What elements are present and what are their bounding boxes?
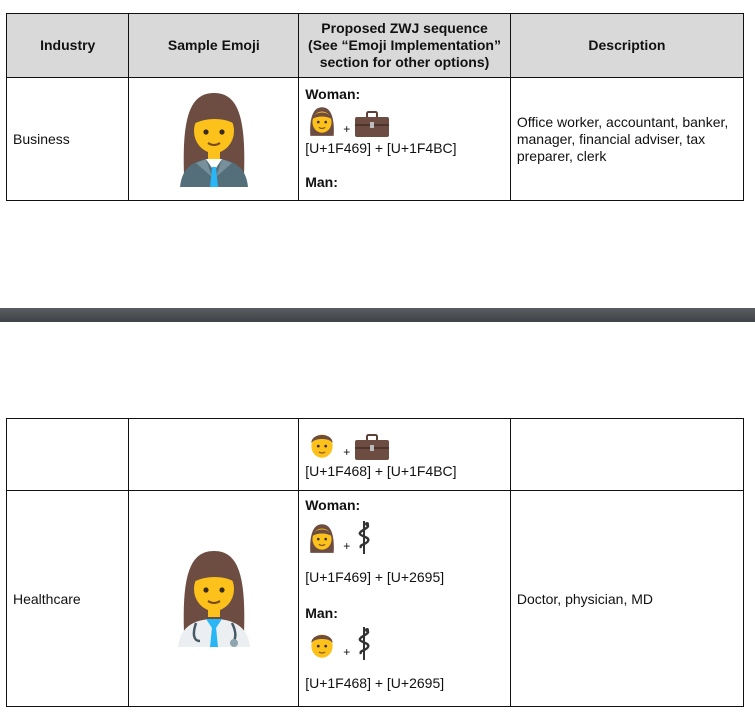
plus-sign: + (343, 122, 351, 136)
header-description: Description (510, 14, 743, 78)
description-business: Office worker, accountant, banker, manager, financial adviser, tax preparer, clerk (510, 78, 743, 201)
industry-table-1 (6, 13, 744, 201)
description-empty (510, 419, 743, 491)
zwj-business-cell (299, 78, 511, 201)
plus-sign: + (343, 539, 351, 553)
sample-emoji-cell (129, 491, 299, 707)
woman-label: Woman: (305, 497, 361, 513)
woman-business-emoji-icon (176, 87, 252, 189)
header-sample-emoji: Sample Emoji (129, 14, 299, 78)
woman-label: Woman: (305, 86, 361, 102)
woman-emoji-icon (305, 521, 339, 555)
man-label: Man: (305, 174, 338, 190)
header-zwj-line1: Proposed ZWJ sequence (321, 20, 488, 36)
staff-of-aesculapius-icon (354, 625, 374, 661)
man-emoji-icon (305, 427, 339, 461)
header-zwj-line2: (See “Emoji Implementation” (308, 37, 501, 53)
table-row (7, 491, 744, 707)
briefcase-icon (354, 110, 390, 138)
woman-code: [U+1F469] + [U+1F4BC] (305, 140, 457, 156)
briefcase-icon (354, 433, 390, 461)
industry-table-2 (6, 418, 744, 707)
industry-empty (7, 419, 129, 491)
page-divider (0, 308, 755, 322)
header-zwj-line3: section for other options) (319, 54, 490, 70)
man-label: Man: (305, 605, 338, 621)
plus-sign: + (343, 445, 351, 459)
man-emoji-icon (305, 627, 339, 661)
woman-doctor-emoji-icon (174, 545, 254, 649)
industry-healthcare: Healthcare (7, 491, 129, 707)
man-code: [U+1F468] + [U+2695] (305, 675, 445, 691)
zwj-healthcare-cell (299, 491, 511, 707)
header-industry: Industry (7, 14, 129, 78)
industry-business: Business (7, 78, 129, 201)
sample-empty (129, 419, 299, 491)
woman-emoji-icon (305, 104, 339, 138)
zwj-business-man-cell (299, 419, 511, 491)
sample-emoji-cell (129, 78, 299, 201)
description-healthcare: Doctor, physician, MD (510, 491, 743, 707)
man-code: [U+1F468] + [U+1F4BC] (305, 463, 457, 479)
woman-code: [U+1F469] + [U+2695] (305, 569, 445, 585)
table-row (7, 78, 744, 201)
header-zwj-sequence (299, 14, 511, 78)
table-row (7, 419, 744, 491)
plus-sign: + (343, 645, 351, 659)
staff-of-aesculapius-icon (354, 519, 374, 555)
